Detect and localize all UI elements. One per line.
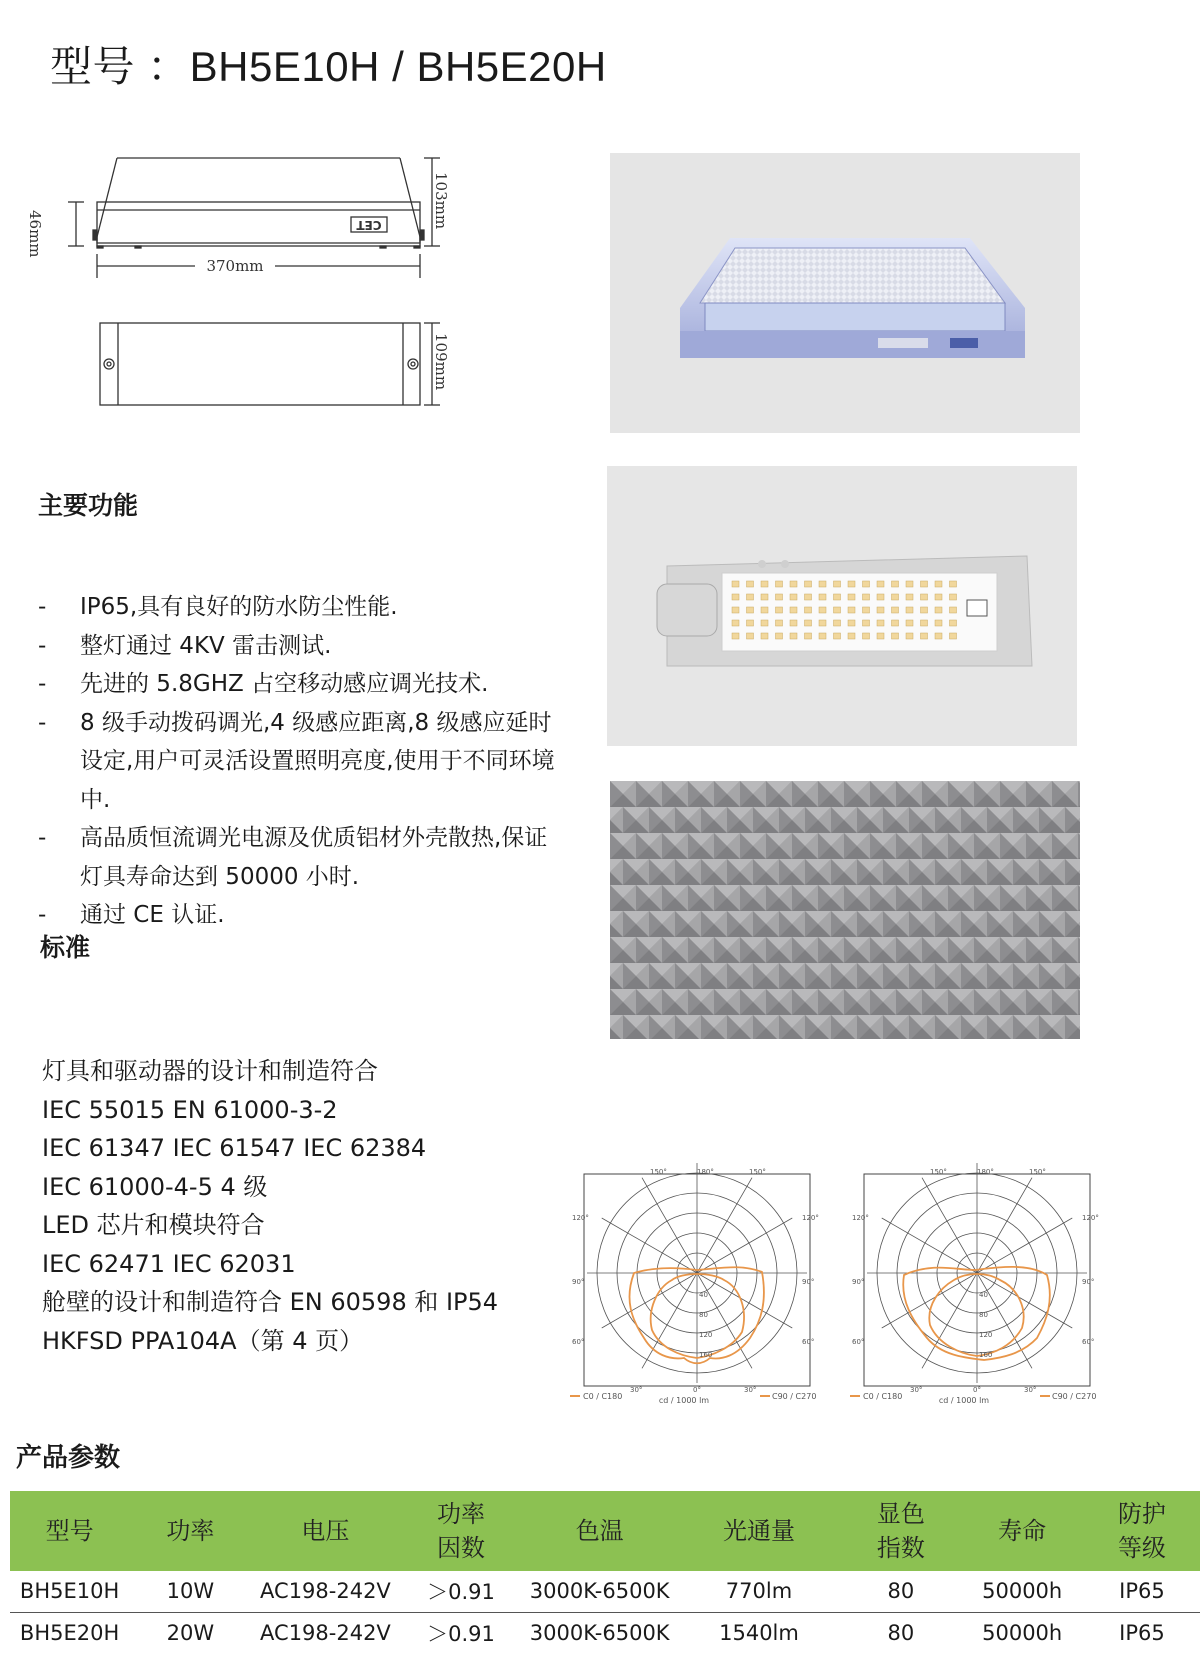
radial-label: 120 bbox=[699, 1331, 713, 1339]
table-cell: BH5E10H bbox=[10, 1571, 129, 1612]
led-chip bbox=[921, 607, 928, 613]
led-chip bbox=[761, 581, 768, 587]
led-chip bbox=[877, 607, 884, 613]
led-chip bbox=[776, 581, 783, 587]
led-chip bbox=[790, 633, 797, 639]
led-chip bbox=[950, 594, 957, 600]
led-chip bbox=[906, 620, 913, 626]
polar-chart-2 bbox=[842, 1160, 1112, 1425]
radial-label: 120 bbox=[979, 1331, 993, 1339]
led-chip bbox=[819, 594, 826, 600]
list-item: - 先进的 5.8GHZ 占空移动感应调光技术. bbox=[38, 671, 489, 697]
column-header: 电压 bbox=[252, 1491, 400, 1571]
led-chip bbox=[834, 581, 841, 587]
led-chip bbox=[863, 594, 870, 600]
led-chip bbox=[921, 620, 928, 626]
intensity-curve bbox=[929, 1274, 1023, 1356]
led-chip bbox=[819, 633, 826, 639]
total-height-dimension-label: 103mm bbox=[432, 172, 450, 230]
led-chip bbox=[863, 620, 870, 626]
led-chip bbox=[747, 607, 754, 613]
table-cell: 20W bbox=[166, 1620, 215, 1645]
led-chip bbox=[776, 594, 783, 600]
led-chip bbox=[747, 594, 754, 600]
table-cell: ＞0.91 bbox=[427, 1621, 495, 1646]
length-dimension-label: 370mm bbox=[206, 257, 264, 275]
led-chip bbox=[892, 607, 899, 613]
angle-label: 120° bbox=[802, 1214, 819, 1222]
led-chip bbox=[834, 620, 841, 626]
table-row bbox=[10, 1612, 1200, 1653]
table-cell: ＞0.91 bbox=[399, 1571, 522, 1612]
column-header: 显色 指数 bbox=[841, 1491, 960, 1571]
standards-line: IEC 55015 EN 61000-3-2 bbox=[42, 1095, 338, 1124]
unit-label: cd / 1000 lm bbox=[938, 1396, 990, 1405]
angle-label: 60° bbox=[802, 1338, 815, 1346]
led-chip bbox=[906, 581, 913, 587]
standards-line: 灯具和驱动器的设计和制造符合 bbox=[42, 1057, 378, 1085]
diffuser-texture-photo bbox=[610, 781, 1080, 1039]
angle-label: 150° bbox=[930, 1168, 947, 1176]
led-chip bbox=[805, 581, 812, 587]
radial-label: 80 bbox=[979, 1311, 988, 1319]
led-chip bbox=[805, 620, 812, 626]
led-chip bbox=[877, 633, 884, 639]
intensity-curve bbox=[903, 1267, 1050, 1360]
led-chip bbox=[776, 633, 783, 639]
led-chip bbox=[892, 633, 899, 639]
led-chip bbox=[761, 594, 768, 600]
angle-label: 30° bbox=[630, 1386, 643, 1394]
standards-list bbox=[42, 1052, 602, 1360]
led-chip bbox=[935, 581, 942, 587]
led-chip bbox=[921, 594, 928, 600]
led-chip bbox=[892, 594, 899, 600]
angle-label: 150° bbox=[1029, 1168, 1046, 1176]
led-chip bbox=[732, 607, 739, 613]
column-header: 功率 因数 bbox=[399, 1491, 522, 1571]
led-chip bbox=[790, 581, 797, 587]
led-chip bbox=[906, 633, 913, 639]
led-chip bbox=[906, 594, 913, 600]
angle-label: 180° bbox=[977, 1168, 994, 1176]
led-chip bbox=[935, 633, 942, 639]
angle-label: 30° bbox=[910, 1386, 923, 1394]
table-cell: 770lm bbox=[677, 1571, 842, 1612]
led-chip bbox=[819, 581, 826, 587]
led-chip bbox=[805, 594, 812, 600]
column-header: 防护 等级 bbox=[1084, 1491, 1200, 1571]
led-chip bbox=[848, 620, 855, 626]
table-cell: 3000K-6500K bbox=[529, 1620, 670, 1645]
led-chip bbox=[877, 594, 884, 600]
table-cell: BH5E20H bbox=[19, 1620, 120, 1645]
texture-facet bbox=[1078, 833, 1080, 859]
led-chip bbox=[921, 633, 928, 639]
texture-facet bbox=[1078, 989, 1080, 1015]
angle-label: 60° bbox=[1082, 1338, 1095, 1346]
legend-right: C90 / C270 bbox=[1052, 1392, 1097, 1401]
angle-label: 150° bbox=[749, 1168, 766, 1176]
standards-heading: 标准 bbox=[40, 933, 91, 962]
led-chip bbox=[848, 594, 855, 600]
standards-line: IEC 61347 IEC 61547 IEC 62384 bbox=[42, 1134, 427, 1162]
table-cell: 50000h bbox=[982, 1620, 1063, 1645]
table-cell: 80 bbox=[887, 1620, 915, 1645]
led-chip bbox=[732, 633, 739, 639]
polar-chart-1 bbox=[562, 1160, 832, 1425]
list-item: - IP65,具有良好的防水防尘性能. bbox=[38, 594, 398, 620]
led-chip bbox=[950, 633, 957, 639]
angle-label: 150° bbox=[650, 1168, 667, 1176]
led-chip bbox=[834, 633, 841, 639]
led-chip bbox=[892, 620, 899, 626]
angle-label: 0° bbox=[973, 1386, 981, 1394]
table-cell: AC198-242V bbox=[260, 1620, 391, 1645]
led-chip bbox=[732, 594, 739, 600]
led-chip bbox=[935, 620, 942, 626]
led-chip bbox=[790, 607, 797, 613]
angle-label: 120° bbox=[572, 1214, 589, 1222]
radial-label: 160 bbox=[979, 1351, 993, 1359]
led-chip bbox=[790, 594, 797, 600]
texture-facet bbox=[1078, 781, 1080, 807]
angle-label: 60° bbox=[852, 1338, 865, 1346]
standards-line: IEC 61000-4-5 4 级 bbox=[42, 1172, 268, 1201]
angle-label: 120° bbox=[1082, 1214, 1099, 1222]
list-item: - 8 级手动拨码调光,4 级感应距离,8 级感应延时设定,用户可灵活设置照明亮度,使用于不同环境中. bbox=[38, 709, 555, 813]
angle-label: 90° bbox=[1082, 1278, 1095, 1286]
led-chip bbox=[863, 633, 870, 639]
led-chip bbox=[848, 581, 855, 587]
angle-label: 90° bbox=[852, 1278, 865, 1286]
led-chip bbox=[776, 607, 783, 613]
led-chip bbox=[950, 620, 957, 626]
led-module-photo bbox=[607, 466, 1077, 746]
depth-dimension-label: 109mm bbox=[432, 333, 450, 391]
column-header: 型号 bbox=[10, 1491, 129, 1571]
params-table bbox=[10, 1491, 1200, 1653]
table-cell: 80 bbox=[841, 1571, 960, 1612]
table-cell: IP65 bbox=[1119, 1620, 1165, 1645]
legend-right: C90 / C270 bbox=[772, 1392, 817, 1401]
radial-label: 160 bbox=[699, 1351, 713, 1359]
radial-label: 40 bbox=[699, 1291, 708, 1299]
dimension-drawing bbox=[20, 150, 480, 460]
params-header-row bbox=[10, 1491, 1200, 1571]
standards-line: IEC 62471 IEC 62031 bbox=[42, 1249, 296, 1278]
angle-label: 90° bbox=[572, 1278, 585, 1286]
column-header: 功率 bbox=[129, 1491, 251, 1571]
radial-label: 40 bbox=[979, 1291, 988, 1299]
column-header: 光通量 bbox=[677, 1491, 842, 1571]
led-chip bbox=[921, 581, 928, 587]
table-cell: 10W bbox=[129, 1571, 251, 1612]
table-cell: IP65 bbox=[1084, 1571, 1200, 1612]
led-chip bbox=[834, 607, 841, 613]
column-header: 色温 bbox=[523, 1491, 677, 1571]
led-chip bbox=[747, 581, 754, 587]
led-chip bbox=[747, 633, 754, 639]
led-chip bbox=[790, 620, 797, 626]
list-item: - 整灯通过 4KV 雷击测试. bbox=[38, 632, 332, 659]
led-chip bbox=[892, 581, 899, 587]
led-chip bbox=[877, 581, 884, 587]
standards-line: LED 芯片和模块符合 bbox=[42, 1211, 265, 1239]
led-chip bbox=[950, 581, 957, 587]
led-chip bbox=[761, 633, 768, 639]
list-item: - 高品质恒流调光电源及优质铝材外壳散热,保证灯具寿命达到 50000 小时. bbox=[38, 825, 548, 890]
led-chip bbox=[805, 633, 812, 639]
texture-facet bbox=[1078, 937, 1080, 963]
angle-label: 0° bbox=[693, 1386, 701, 1394]
angle-label: 30° bbox=[1024, 1386, 1037, 1394]
table-cell: 3000K-6500K bbox=[523, 1571, 677, 1612]
led-chip bbox=[848, 633, 855, 639]
led-chip bbox=[805, 607, 812, 613]
led-chip bbox=[732, 620, 739, 626]
table-cell: 50000h bbox=[960, 1571, 1083, 1612]
legend-left: C0 / C180 bbox=[863, 1392, 903, 1401]
angle-label: 30° bbox=[744, 1386, 757, 1394]
led-chip bbox=[776, 620, 783, 626]
features-list bbox=[38, 588, 578, 935]
legend-left: C0 / C180 bbox=[583, 1392, 623, 1401]
fixture-photo bbox=[610, 153, 1080, 433]
table-row bbox=[10, 1571, 1200, 1612]
led-chip bbox=[935, 594, 942, 600]
angle-label: 90° bbox=[802, 1278, 815, 1286]
led-chip bbox=[761, 620, 768, 626]
led-chip bbox=[834, 594, 841, 600]
led-chip bbox=[819, 607, 826, 613]
angle-label: 60° bbox=[572, 1338, 585, 1346]
list-item: - 通过 CE 认证. bbox=[38, 902, 225, 928]
page-title: 型号 ：BH5E10H / BH5E20H bbox=[50, 43, 607, 90]
column-header: 寿命 bbox=[960, 1491, 1083, 1571]
led-chip bbox=[877, 620, 884, 626]
texture-facet bbox=[1078, 885, 1080, 911]
unit-label: cd / 1000 lm bbox=[658, 1396, 710, 1405]
led-chip bbox=[863, 581, 870, 587]
brand-mark: CET bbox=[356, 218, 382, 232]
led-chip bbox=[848, 607, 855, 613]
angle-label: 120° bbox=[852, 1214, 869, 1222]
features-heading: 主要功能 bbox=[38, 491, 139, 520]
angle-label: 180° bbox=[697, 1168, 714, 1176]
led-chip bbox=[732, 581, 739, 587]
standards-line: 舱壁的设计和制造符合 EN 60598 和 IP54 bbox=[42, 1288, 499, 1316]
params-heading: 产品参数 bbox=[16, 1443, 121, 1473]
led-chip bbox=[761, 607, 768, 613]
led-chip bbox=[950, 607, 957, 613]
led-chip bbox=[819, 620, 826, 626]
led-chip bbox=[863, 607, 870, 613]
standards-line: HKFSD PPA104A（第 4 页） bbox=[42, 1326, 364, 1355]
height-dimension-label: 46mm bbox=[26, 210, 44, 258]
table-cell: 1540lm bbox=[719, 1620, 799, 1645]
table-cell: AC198-242V bbox=[252, 1571, 400, 1612]
led-chip bbox=[906, 607, 913, 613]
led-chip bbox=[747, 620, 754, 626]
led-chip bbox=[935, 607, 942, 613]
radial-label: 80 bbox=[699, 1311, 708, 1319]
